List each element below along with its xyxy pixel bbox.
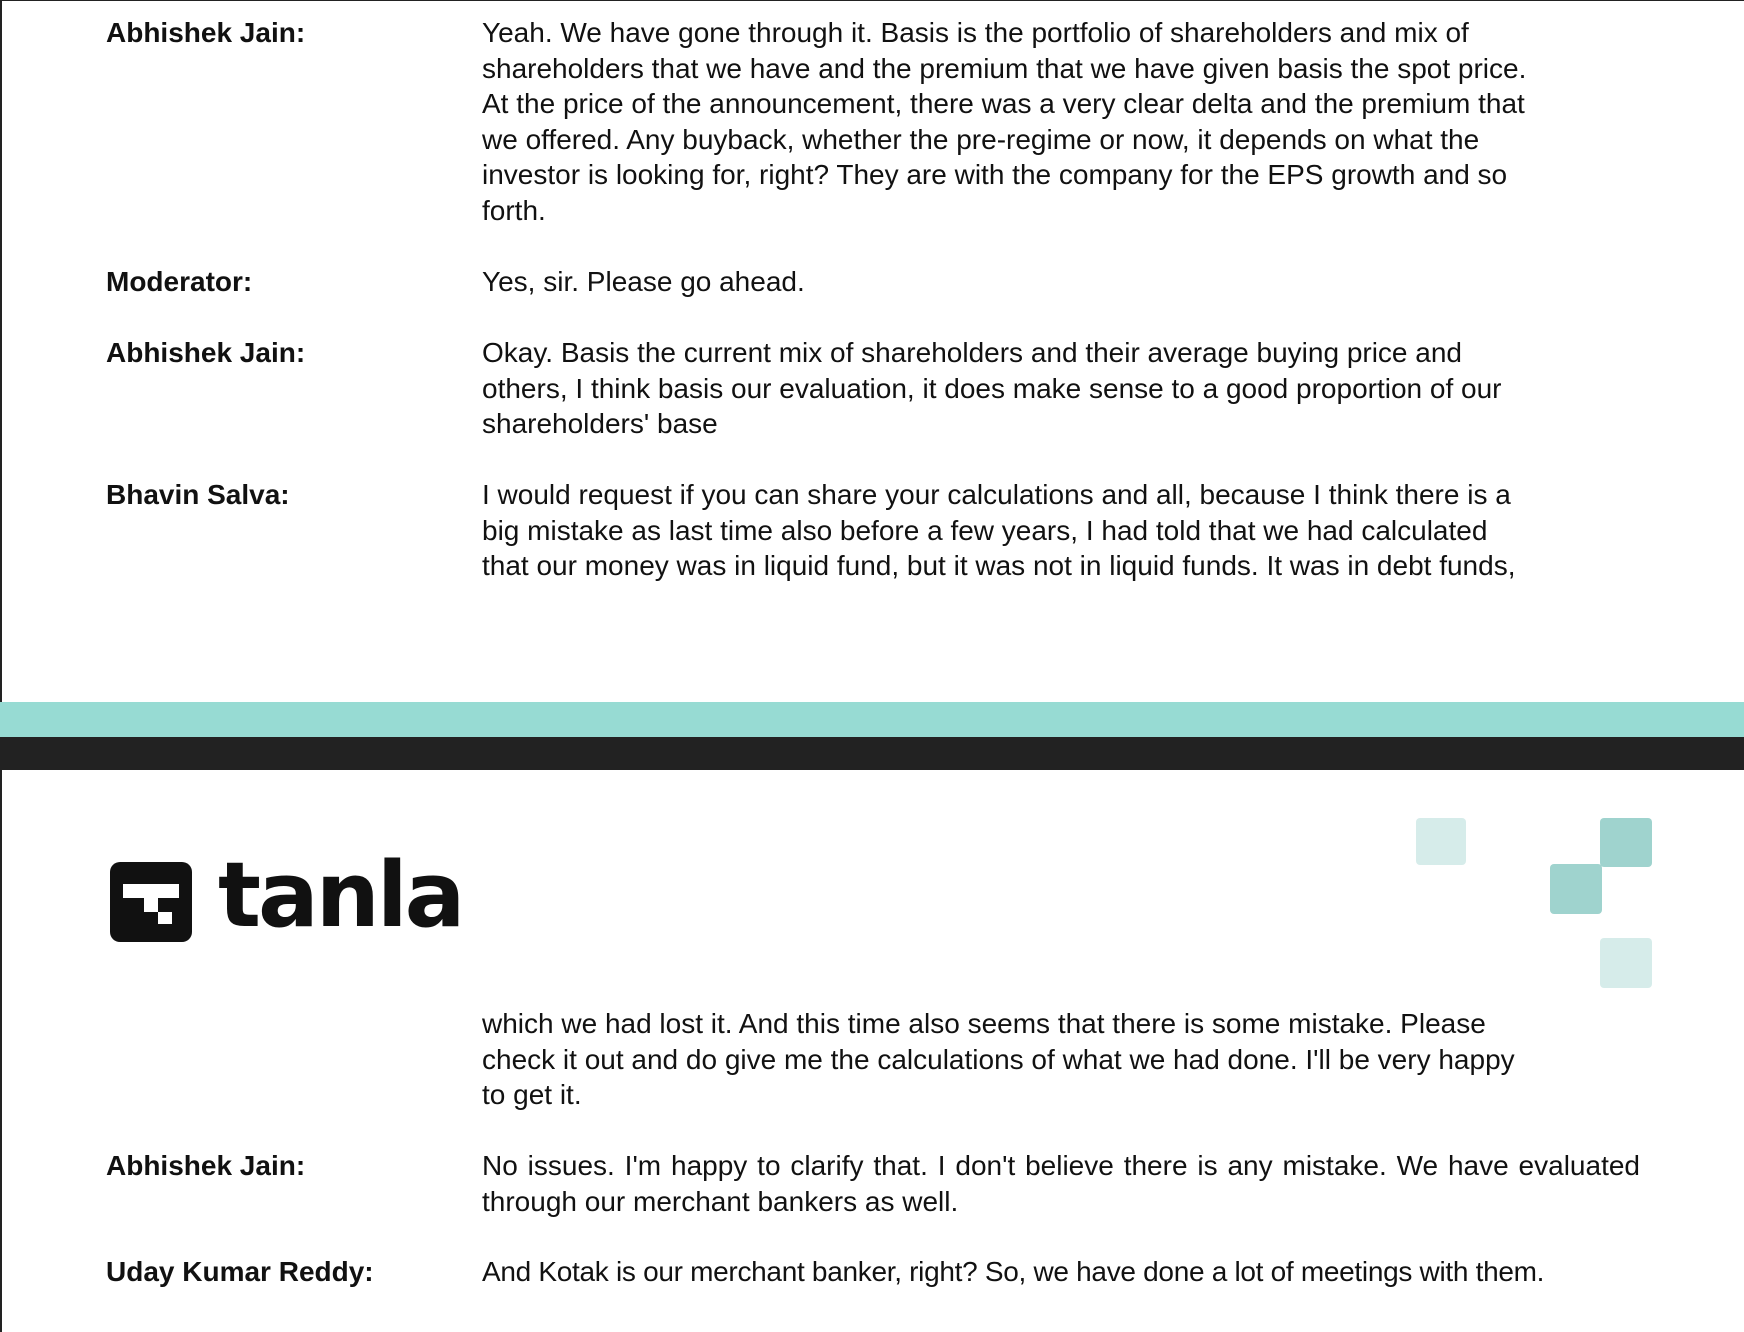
text-line: shareholders that we have and the premium that we have given basis the spot price. (482, 52, 1527, 84)
text-line: others, I think basis our evaluation, it does make sense to a good proportion of our (482, 372, 1502, 404)
speaker-name: Moderator: (106, 266, 253, 297)
decorative-square (1416, 818, 1466, 865)
text-line: we offered. Any buyback, whether the pre-regime or now, it depends on what the (482, 123, 1480, 155)
speech-text (482, 15, 1642, 228)
speech-text-continued (482, 1006, 1642, 1113)
text-line: Yes, sir. Please go ahead. (482, 266, 805, 297)
speech-text (482, 477, 1642, 584)
speaker-name: Bhavin Salva: (106, 479, 290, 510)
tanla-logo (110, 843, 463, 948)
speech-text (482, 335, 1642, 442)
text-line: At the price of the announcement, there was a very clear delta and the premium that (482, 88, 1525, 119)
page-divider-dark-band (0, 737, 1744, 770)
text-line: that our money was in liquid fund, but it was not in liquid funds. It was in debt funds, (482, 550, 1516, 581)
text-line: check it out and do give me the calculations of what we had done. I'll be very happy (482, 1043, 1515, 1075)
decorative-square (1600, 938, 1652, 988)
speaker-name: Uday Kumar Reddy: (106, 1256, 374, 1287)
text-line: investor is looking for, right? They are with the company for the EPS growth and so (482, 159, 1508, 190)
text-line: which we had lost it. And this time also seems that there is some mistake. Please (482, 1008, 1486, 1039)
text-line: Okay. Basis the current mix of shareholders and their average buying price and (482, 337, 1462, 368)
speaker-name: Abhishek Jain: (106, 17, 306, 48)
text-line: Yeah. We have gone through it. Basis is the portfolio of shareholders and mix of (482, 17, 1469, 48)
transcript-page-bottom (0, 770, 1744, 1332)
tanla-logo-icon (110, 862, 192, 942)
speech-text: And Kotak is our merchant banker, right? So, we have done a lot of meetings with them. (482, 1256, 1545, 1287)
text-line: forth. (482, 194, 546, 226)
text-line: I would request if you can share your calculations and all, because I think there is a (482, 479, 1511, 510)
text-line: to get it. (482, 1079, 582, 1110)
speech-text: No issues. I'm happy to clarify that. I don't believe there is any mistake. We have evaluated through our merchant bankers as well. (482, 1150, 1640, 1217)
speaker-name: Abhishek Jain: (106, 1150, 306, 1181)
logo-wordmark: tanla (218, 843, 463, 948)
decorative-square (1550, 864, 1602, 914)
text-line: big mistake as last time also before a few years, I had told that we had calculated (482, 514, 1488, 546)
decorative-square (1600, 818, 1652, 867)
text-line: shareholders' base (482, 408, 718, 439)
speech-text (482, 264, 1642, 300)
speaker-name: Abhishek Jain: (106, 337, 306, 368)
page-divider-teal-band (0, 702, 1744, 737)
